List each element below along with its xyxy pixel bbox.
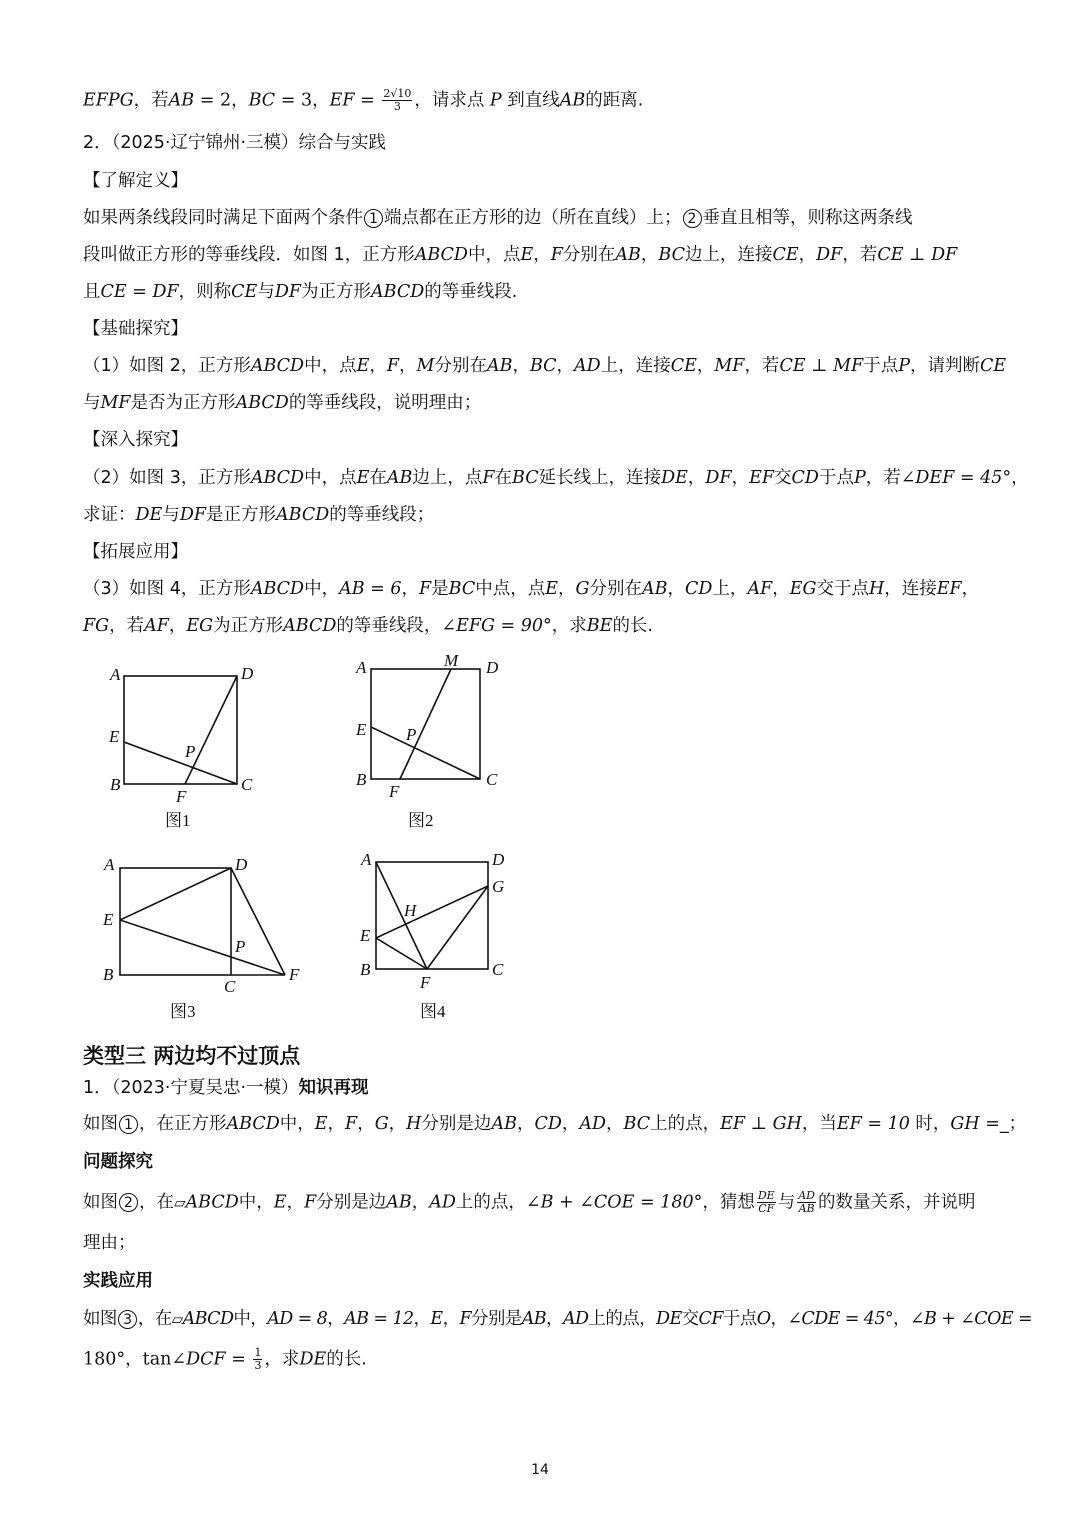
fig1-segment-ce: [124, 742, 237, 784]
fig2-label-c: C: [486, 770, 498, 789]
text-line: 段叫做正方形的等垂线段．如图 1，正方形ABCD中，点E，F分别在AB，BC边上，连接CE，DF，若CE ⊥ DF: [83, 245, 958, 265]
fig4-label-g: G: [492, 877, 505, 896]
page-number: 14: [531, 1462, 549, 1478]
text-line: 180°，tan∠DCF = $\frac{1}{3}$ ，求DE的长.: [83, 1346, 367, 1372]
fig2-label-d: D: [486, 658, 499, 677]
section-label: 实践应用: [83, 1271, 153, 1291]
fig2-label-p: P: [406, 725, 417, 744]
fig3-label-e: E: [103, 910, 114, 929]
section-label: 问题探究: [83, 1152, 153, 1172]
text-line: 与MF是否为正方形ABCD的等垂线段，说明理由；: [83, 393, 482, 413]
fig1-caption: 图1: [165, 811, 191, 830]
fig4-label-c: C: [492, 960, 504, 979]
fig1-label-f: F: [176, 787, 187, 806]
fig1-square: [124, 676, 237, 784]
fraction: $\frac{2√10}{3}$: [383, 87, 412, 113]
fig2-caption: 图2: [408, 811, 434, 830]
section-label: 【深入探究】: [83, 430, 188, 450]
section-label: 【了解定义】: [83, 171, 188, 191]
fraction: $\frac{1}{3}$: [254, 1346, 262, 1372]
fig4-label-f: F: [420, 973, 431, 992]
text-line: 如图 2 ，在▱ABCD中，E，F分别是边AB，AD上的点，∠B + ∠COE = 180°，猜想 $\frac{DE}{CF}$ 与 $\frac{AD}{AB}$ 的数量关系，并说明: [83, 1189, 976, 1215]
fig3-label-b: B: [103, 965, 114, 984]
fig3-label-d: D: [235, 855, 248, 874]
parallelogram-symbol: ▱: [171, 1310, 183, 1328]
fig2-label-b: B: [356, 770, 367, 789]
text-line: （3）如图 4，正方形ABCD中，AB = 6，F是BC中点，点E，G分别在AB，CD上，AF，EG交于点H，连接EF，: [83, 579, 980, 599]
circled-number: 2: [119, 1193, 138, 1212]
fig2-segment-mf: [400, 669, 451, 779]
fig4-label-e: E: [360, 926, 371, 945]
fig4-segment-eg: [376, 886, 488, 938]
fig2-label-m: M: [444, 651, 459, 670]
fig4-label-h: H: [404, 901, 417, 920]
fig1-label-a: A: [110, 665, 121, 684]
text-line: 如果两条线段同时满足下面两个条件 1 端点都在正方形的边（所在直线）上； 2 垂直且相等，则称这两条线: [83, 208, 913, 228]
fig4-caption: 图4: [420, 1002, 446, 1021]
fig2-segment-ce: [371, 727, 480, 779]
text-line: 求证：DE与DF是正方形ABCD的等垂线段；: [83, 505, 435, 525]
fig1-label-b: B: [110, 775, 121, 794]
section-label: 【拓展应用】: [83, 542, 188, 562]
fig3-segment-ed: [120, 868, 231, 920]
fig2-label-e: E: [356, 720, 367, 739]
fig1-label-p: P: [185, 742, 196, 761]
fig2-label-a: A: [356, 658, 367, 677]
fig3-label-p: P: [235, 937, 246, 956]
fig3-caption: 图3: [170, 1002, 196, 1021]
fig1-segment-df: [185, 676, 237, 784]
text-line: EFPG，若AB = 2，BC = 3，EF = $\frac{2√10}{3}$ ，请求点 P 到直线AB的距离.: [83, 87, 644, 113]
text-line: （2）如图 3，正方形ABCD中，点E在AB边上，点F在BC延长线上，连接DE，DF，EF交CD于点P，若∠DEF = 45°，: [83, 468, 1029, 488]
problem-heading: 2．（2025·辽宁锦州·三模）综合与实践: [83, 133, 387, 153]
problem-heading: 1．（2023·宁夏吴忠·一模）知识再现: [83, 1078, 369, 1098]
fig4-label-d: D: [492, 850, 505, 869]
circled-number: 1: [364, 209, 383, 228]
fig3-label-f: F: [289, 965, 300, 984]
text-line: 且CE = DF，则称CE与DF为正方形ABCD的等垂线段.: [83, 282, 518, 302]
text-line: FG，若AF，EG为正方形ABCD的等垂线段，∠EFG = 90°，求BE的长.: [83, 616, 654, 636]
fraction: $\frac{AD}{AB}$: [798, 1189, 815, 1215]
fig3-square: [120, 868, 231, 975]
section-heading: 类型三 两边均不过顶点: [83, 1044, 301, 1068]
fig1-label-c: C: [241, 775, 253, 794]
fig4-label-a: A: [361, 850, 372, 869]
fig4-segment-fg: [427, 886, 488, 969]
parallelogram-symbol: ▱: [174, 1193, 186, 1212]
fig3-label-c: C: [224, 977, 236, 996]
text-line: （1）如图 2，正方形ABCD中，点E，F，M分别在AB，BC，AD上，连接CE，MF，若CE ⊥ MF于点P，请判断CE: [83, 356, 1007, 376]
fig4-square: [376, 862, 488, 969]
fig4-label-b: B: [360, 960, 371, 979]
text-line: 如图 3 ，在▱ABCD中，AD = 8，AB = 12，E，F分别是AB，AD上的点，DE交CF于点O，∠CDE = 45°，∠B + ∠COE =: [83, 1309, 1033, 1329]
fig1-label-e: E: [109, 727, 120, 746]
circled-number: 3: [118, 1310, 137, 1329]
fig1-label-d: D: [241, 664, 254, 683]
text-line: 理由；: [83, 1233, 136, 1253]
section-label: 【基础探究】: [83, 319, 188, 339]
fig2-label-f: F: [389, 782, 400, 801]
text-line: 如图 1 ，在正方形ABCD中，E，F，G，H分别是边AB，CD，AD，BC上的点，EF ⊥ GH，当EF = 10 时，GH =_；: [83, 1114, 1027, 1134]
fraction: $\frac{DE}{CF}$: [757, 1189, 775, 1215]
fig3-label-a: A: [104, 855, 115, 874]
circled-number: 2: [683, 209, 702, 228]
fig3-segment-ef: [120, 920, 285, 975]
circled-number: 1: [119, 1115, 138, 1134]
